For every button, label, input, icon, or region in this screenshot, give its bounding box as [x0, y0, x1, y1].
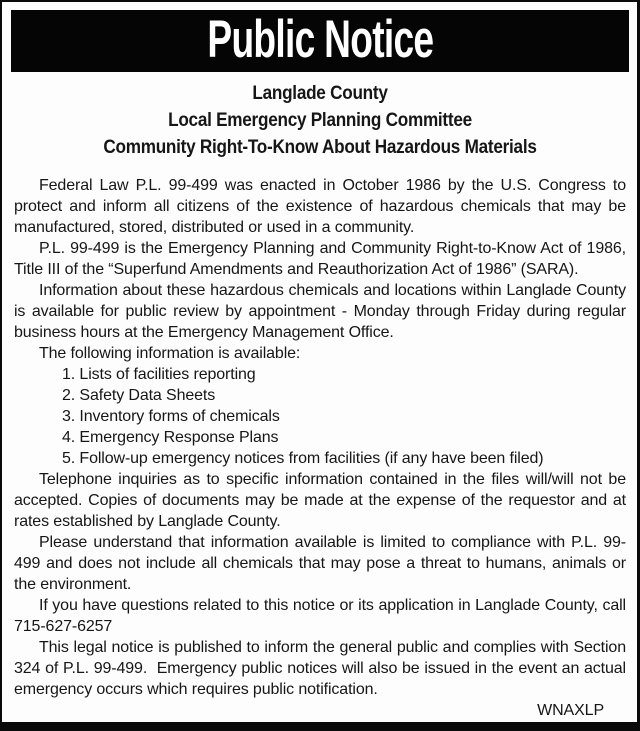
- paragraph-epcra: P.L. 99-499 is the Emergency Planning and Community Right-to-Know Act of 1986, Title III of the “Superfund Amendments and Reauthorization Act of 1986” (SARA).: [14, 240, 626, 278]
- list-item-facilities: 1. Lists of facilities reporting: [62, 366, 256, 383]
- heading-committee: Local Emergency Planning Committee: [168, 109, 472, 131]
- notice-headings: [11, 80, 629, 161]
- list-item-followup-notices: 5. Follow-up emergency notices from facilities (if any have been filed): [62, 450, 544, 467]
- list-item-safety-data-sheets: 2. Safety Data Sheets: [62, 387, 216, 404]
- available-information-list: [14, 364, 626, 469]
- paragraph-compliance-limit: Please understand that information available is limited to compliance with P.L. 99-499 and does not include all chemicals that may pose a threat to humans, animals or the environment.: [14, 534, 626, 593]
- heading-right-to-know: Community Right-To-Know About Hazardous Materials: [103, 136, 537, 158]
- notice-banner-title: Public Notice: [207, 9, 433, 69]
- heading-county: Langlade County: [252, 82, 388, 104]
- notice-body: [11, 175, 629, 721]
- notice-banner: [11, 10, 629, 72]
- paragraph-questions-phone: If you have questions related to this notice or its application in Langlade County, call 715-627-6257: [14, 597, 626, 635]
- paragraph-federal-law: Federal Law P.L. 99-499 was enacted in October 1986 by the U.S. Congress to protect and inform all citizens of the existence of hazardous chemicals that may be manufactured, stored, distributed or used in a community.: [14, 177, 626, 236]
- list-item-response-plans: 4. Emergency Response Plans: [62, 429, 279, 446]
- paragraph-telephone-inquiries: Telephone inquiries as to specific information contained in the files will/will not be accepted. Copies of documents may be made at the expense of the requestor and at rates established by Langlade County.: [14, 471, 626, 530]
- paragraph-legal-publication: This legal notice is published to inform the general public and complies with Section 324 of P.L. 99-499. Emergency public notices will also be issued in the event an actual emergency occurs which requires public notification.: [14, 639, 626, 698]
- paragraph-available-info: The following information is available:: [39, 345, 301, 362]
- legal-tagline-wnaxlp: WNAXLP: [537, 702, 604, 719]
- list-item-inventory-forms: 3. Inventory forms of chemicals: [62, 408, 280, 425]
- paragraph-public-review: Information about these hazardous chemicals and locations within Langlade County is available for public review by appointment - Monday through Friday during regular business hours at the Emergency Management Office.: [14, 282, 626, 341]
